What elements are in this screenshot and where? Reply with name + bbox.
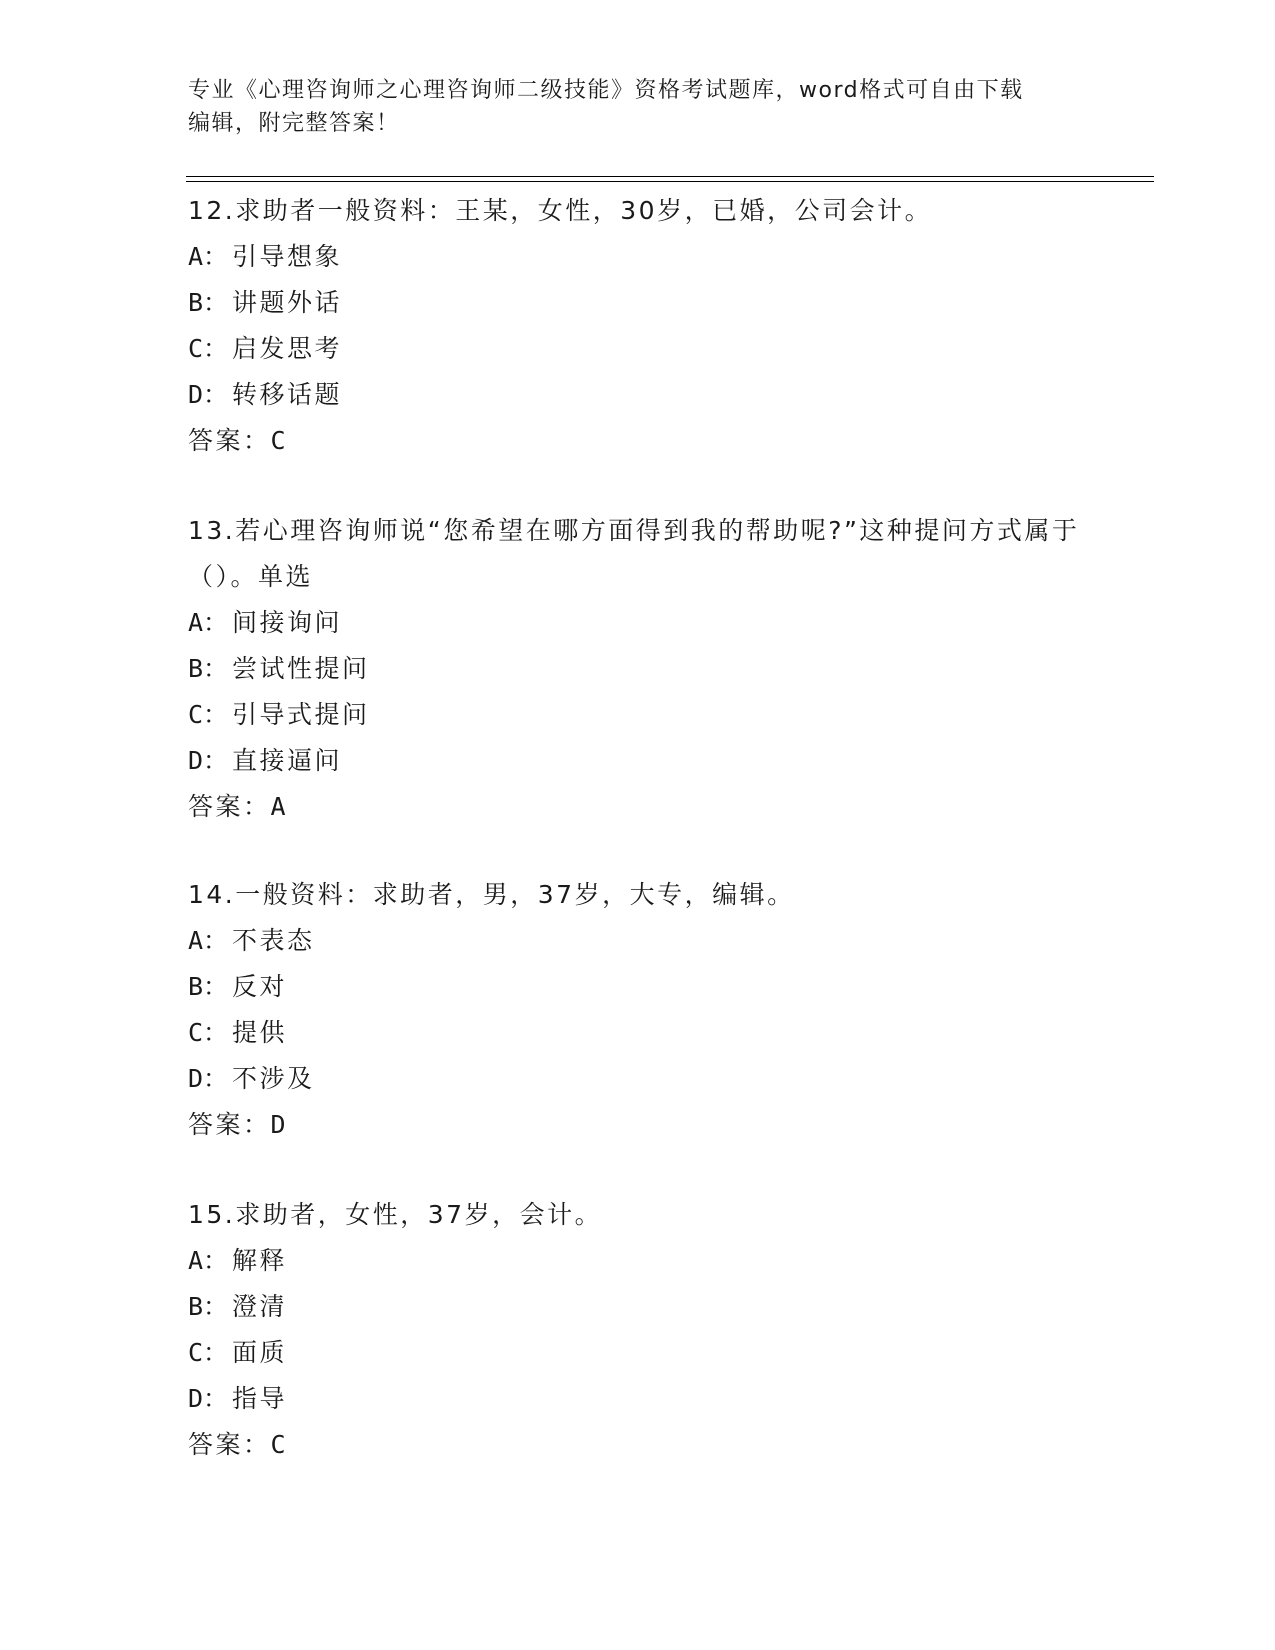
option-text: 讲题外话 [232, 288, 343, 317]
header-line-2: 编辑，附完整答案！ [188, 111, 400, 136]
option-key: A： [188, 608, 229, 637]
option-key: D： [188, 746, 229, 775]
option-c [188, 326, 1088, 372]
question-stem: 12.求助者一般资料：王某，女性，30岁，已婚，公司会计。 [188, 196, 933, 225]
option-a [188, 600, 1088, 646]
header-divider-bottom [186, 181, 1154, 182]
question-15 [188, 1192, 1088, 1468]
option-key: B： [188, 288, 229, 317]
option-key: D： [188, 1384, 229, 1413]
option-key: B： [188, 654, 229, 683]
option-d [188, 1056, 1088, 1102]
answer-line [188, 1102, 1088, 1148]
question-12 [188, 188, 1088, 464]
question-stem: 15.求助者，女性，37岁，会计。 [188, 1200, 603, 1229]
question-13 [188, 508, 1088, 830]
option-key: C： [188, 700, 229, 729]
answer-value: A [270, 792, 289, 821]
option-text: 引导想象 [232, 242, 343, 271]
option-key: C： [188, 334, 229, 363]
option-text: 面质 [232, 1338, 288, 1367]
option-text: 不表态 [232, 926, 315, 955]
answer-label: 答案： [188, 792, 271, 821]
option-key: B： [188, 972, 229, 1001]
option-d [188, 1376, 1088, 1422]
option-text: 提供 [232, 1018, 288, 1047]
answer-value: D [270, 1110, 289, 1139]
option-a [188, 1238, 1088, 1284]
option-key: C： [188, 1018, 229, 1047]
option-key: A： [188, 1246, 229, 1275]
option-b [188, 646, 1088, 692]
option-key: D： [188, 380, 229, 409]
question-stem: 14.一般资料：求助者，男，37岁，大专，编辑。 [188, 880, 795, 909]
option-a [188, 234, 1088, 280]
answer-label: 答案： [188, 1430, 271, 1459]
option-text: 引导式提问 [232, 700, 370, 729]
answer-label: 答案： [188, 1110, 271, 1139]
option-key: C： [188, 1338, 229, 1367]
answer-line [188, 418, 1088, 464]
option-c [188, 1330, 1088, 1376]
option-text: 尝试性提问 [232, 654, 370, 683]
question-14 [188, 872, 1088, 1148]
option-text: 解释 [232, 1246, 288, 1275]
document-header [188, 74, 1088, 140]
option-key: A： [188, 926, 229, 955]
option-text: 间接询问 [232, 608, 343, 637]
option-d [188, 372, 1088, 418]
answer-line [188, 1422, 1088, 1468]
option-text: 指导 [232, 1384, 288, 1413]
option-b [188, 280, 1088, 326]
option-b [188, 964, 1088, 1010]
option-text: 直接逼问 [232, 746, 343, 775]
answer-label: 答案： [188, 426, 271, 455]
option-key: A： [188, 242, 229, 271]
header-line-1: 专业《心理咨询师之心理咨询师二级技能》资格考试题库，word格式可自由下载 [188, 78, 1024, 103]
option-a [188, 918, 1088, 964]
option-c [188, 1010, 1088, 1056]
option-key: B： [188, 1292, 229, 1321]
header-divider-top [186, 176, 1154, 177]
option-d [188, 738, 1088, 784]
option-text: 不涉及 [232, 1064, 315, 1093]
option-text: 转移话题 [232, 380, 343, 409]
option-text: 反对 [232, 972, 288, 1001]
answer-line [188, 784, 1088, 830]
option-key: D： [188, 1064, 229, 1093]
option-b [188, 1284, 1088, 1330]
answer-value: C [270, 426, 289, 455]
answer-value: C [270, 1430, 289, 1459]
option-text: 澄清 [232, 1292, 288, 1321]
question-stem: 13.若心理咨询师说“您希望在哪方面得到我的帮助呢?”这种提问方式属于（）。单选 [188, 516, 1080, 591]
option-c [188, 692, 1088, 738]
option-text: 启发思考 [232, 334, 343, 363]
